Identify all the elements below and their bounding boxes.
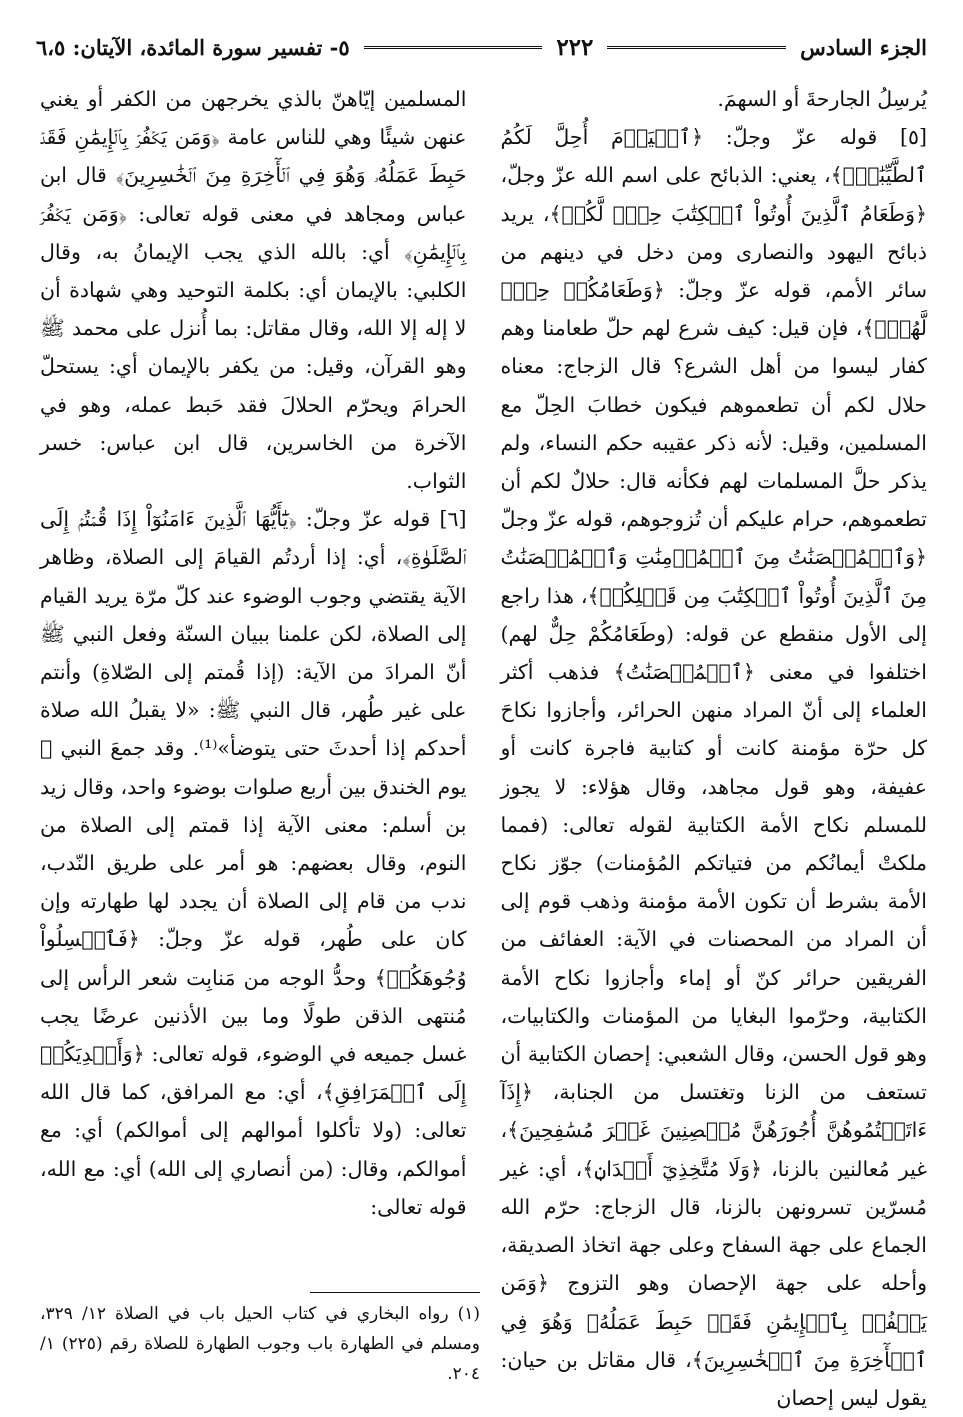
header-rule-left	[364, 46, 543, 49]
header-part-title: الجزء السادس	[800, 34, 927, 60]
running-header	[36, 30, 927, 64]
paragraph: المسلمين إيّاهنّ بالذي يخرجهن من الكفر أو يغني عنهن شيئًا وهي للناس عامة ﴿وَمَن يَكۡفُرۡ بِٱلۡإِيمَٰنِ فَقَدۡ حَبِطَ عَمَلُهُۥ وَهُوَ فِي ٱلۡأٓخِرَةِ مِنَ ٱلۡخَٰسِرِينَ﴾ قال ابن عباس ومجاهد في معنى قوله تعالى: ﴿وَمَن يَكۡفُرۡ بِٱلۡإِيمَٰنِ﴾ أي: بالله الذي يجب الإيمانُ به، وقال الكلبي: بالإيمان أي: بكلمة التوحيد وهي شهادة أن لا إله إلا الله، وقال مقاتل: بما أُنزل على محمد ﷺ وهو القرآن، وقيل: من يكفر بالإيمان أي: يستحلّ الحرامَ ويحرّم الحلالَ فقد حَبط عمله، وهو في الآخرة من الخاسرين، قال ابن عباس: خسر الثواب.	[40, 87, 467, 494]
header-rule-right	[607, 46, 786, 49]
paragraph: [٦] قوله عزّ وجلّ: ﴿يَٰٓأَيُّهَا ٱلَّذِينَ ءَامَنُوٓاْ إِذَا قُمۡتُمۡ إِلَى ٱلصَّلَوٰةِ﴾، أي: إذا أردتُم القيامَ إلى الصلاة، وظاهر الآية يقتضي وجوب الوضوء عند كلّ مرّة يريد القيام إلى الصلاة، لكن علمنا ببيان السنّة وفعل النبي ﷺ أنّ المرادَ من الآية: (إذا قُمتم إلى الصّلاةِ) وأنتم على غير طُهر، قال النبي ﷺ: «لا يقبلُ الله صلاة أحدكم إذا أحدثَ حتى يتوضأ»⁽¹⁾. وقد جمعَ النبي ﷺ يوم الخندق بين أربع صلوات بوضوء واحد، وقال زيد بن أسلم: معنى الآية إذا قمتم إلى الصلاة من النوم، وقال بعضهم: هو أمر على طريق النّدب، ندب من قام إلى الصلاة أن يجدد لها طهارته وإن كان على طُهر، قوله عزّ وجلّ: ﴿فَٱغۡسِلُواْ وُجُوهَكُمۡ﴾ وحدُّ الوجه من مَنابِت شعر الرأس إلى مُنتهى الذقن طولًا وما بين الأذنين عرضًا يجب غسل جميعه في الوضوء، قوله تعالى: ﴿وَأَيۡدِيَكُمۡ إِلَى ٱلۡمَرَافِقِ﴾، أي: مع المرافق، كما قال الله تعالى: (ولا تأكلوا أموالهم إلى أموالكم) أي: مع أموالكم، وقال: (من أنصاري إلى الله) أي: مع الله، قوله تعالى:	[40, 507, 467, 1219]
footnotes	[40, 1292, 480, 1389]
header-surah-title: ٥- تفسير سورة المائدة، الآيتان: ٦،٥	[36, 34, 350, 60]
left-column	[40, 80, 467, 1290]
footnote-rule	[310, 1292, 480, 1293]
paragraph: [٥] قوله عزّ وجلّ: ﴿ٱلۡيَوۡمَ أُحِلَّ لَكُمُ ٱلطَّيِّبَٰتُۖ﴾، يعني: الذبائح على اسم الله عزّ وجلّ، ﴿وَطَعَامُ ٱلَّذِينَ أُوتُواْ ٱلۡكِتَٰبَ حِلّٞ لَّكُمۡ﴾، يريد ذبائح اليهود والنصارى ومن دخل في دينهم من سائر الأمم، قوله عزّ وجلّ: ﴿وَطَعَامُكُمۡ حِلّٞ لَّهُمۡۖ﴾، فإن قيل: كيف شرع لهم حلّ طعامنا وهم كفار ليسوا من أهل الشرع؟ قال الزجاج: معناه حلال لكم أن تطعموهم فيكون خطابَ الحِلّ مع المسلمين، وقيل: لأنه ذكر عقيبه حكم النساء، ولم يذكر حلَّ المسلمات لهم فكأنه قال: حلالٌ لكم أن تطعموهم، حرام عليكم أن تُزوجوهم، قوله عزّ وجلّ ﴿وَٱلۡمُحۡصَنَٰتُ مِنَ ٱلۡمُؤۡمِنَٰتِ وَٱلۡمُحۡصَنَٰتُ مِنَ ٱلَّذِينَ أُوتُواْ ٱلۡكِتَٰبَ مِن قَبۡلِكُمۡ﴾، هذا راجع إلى الأول منقطع عن قوله: (وطَعَامُكُمْ حِلٌّ لهم) اختلفوا في معنى ﴿ٱلۡمُحۡصَنَٰتُ﴾ فذهب أكثر العلماء إلى أنّ المراد منهن الحرائر، وأجازوا نكاحَ كل حرّة مؤمنة كانت أو كتابية فاجرة كانت أو عفيفة، وهو قول مجاهد، وقال هؤلاء: لا يجوز للمسلم نكاح الأمة الكتابية لقوله تعالى: (فمما ملكتْ أيمانُكم من فتياتكم المُؤمنات) جوّز نكاح الأمة بشرط أن تكون الأمة مؤمنة وذهب قوم إلى أن المراد من المحصنات في الآية: العفائف من الفريقين حرائر كنّ أو إماء وأجازوا نكاح الأمة الكتابية، وحرّموا البغايا من المؤمنات والكتابيات، وهو قول الحسن، وقال الشعبي: إحصان الكتابية أن تستعف من الزنا وتغتسل من الجنابة، ﴿إِذَآ ءَاتَيۡتُمُوهُنَّ أُجُورَهُنَّ مُحۡصِنِينَ غَيۡرَ مُسَٰفِحِينَ﴾، غير مُعالنين بالزنا، ﴿وَلَا مُتَّخِذِيٓ أَخۡدَانٖ﴾، أي: غير مُسرّين تسرونهن بالزنا، قال الزجاج: حرّم الله الجماع على جهة السفاح وعلى جهة اتخاذ الصديقة، وأحله على جهة الإحصان وهو التزوج ﴿وَمَن يَكۡفُرۡ بِٱلۡإِيمَٰنِ فَقَدۡ حَبِطَ عَمَلُهُۥ وَهُوَ فِي ٱلۡأٓخِرَةِ مِنَ ٱلۡخَٰسِرِينَ﴾، قال مقاتل بن حيان: يقول ليس إحصان	[500, 125, 927, 1410]
right-column	[500, 80, 928, 1410]
footnote: (١) رواه البخاري في كتاب الحيل باب في الصلاة ١٢/ ٣٢٩، ومسلم في الطهارة باب وجوب الطهارة للصلاة رقم (٢٢٥) ١/ ٢٠٤.	[40, 1304, 480, 1384]
paragraph: يُرسِلُ الجارحةَ أو السهمَ.	[717, 87, 927, 111]
page-number: ٢٢٢	[556, 33, 594, 61]
